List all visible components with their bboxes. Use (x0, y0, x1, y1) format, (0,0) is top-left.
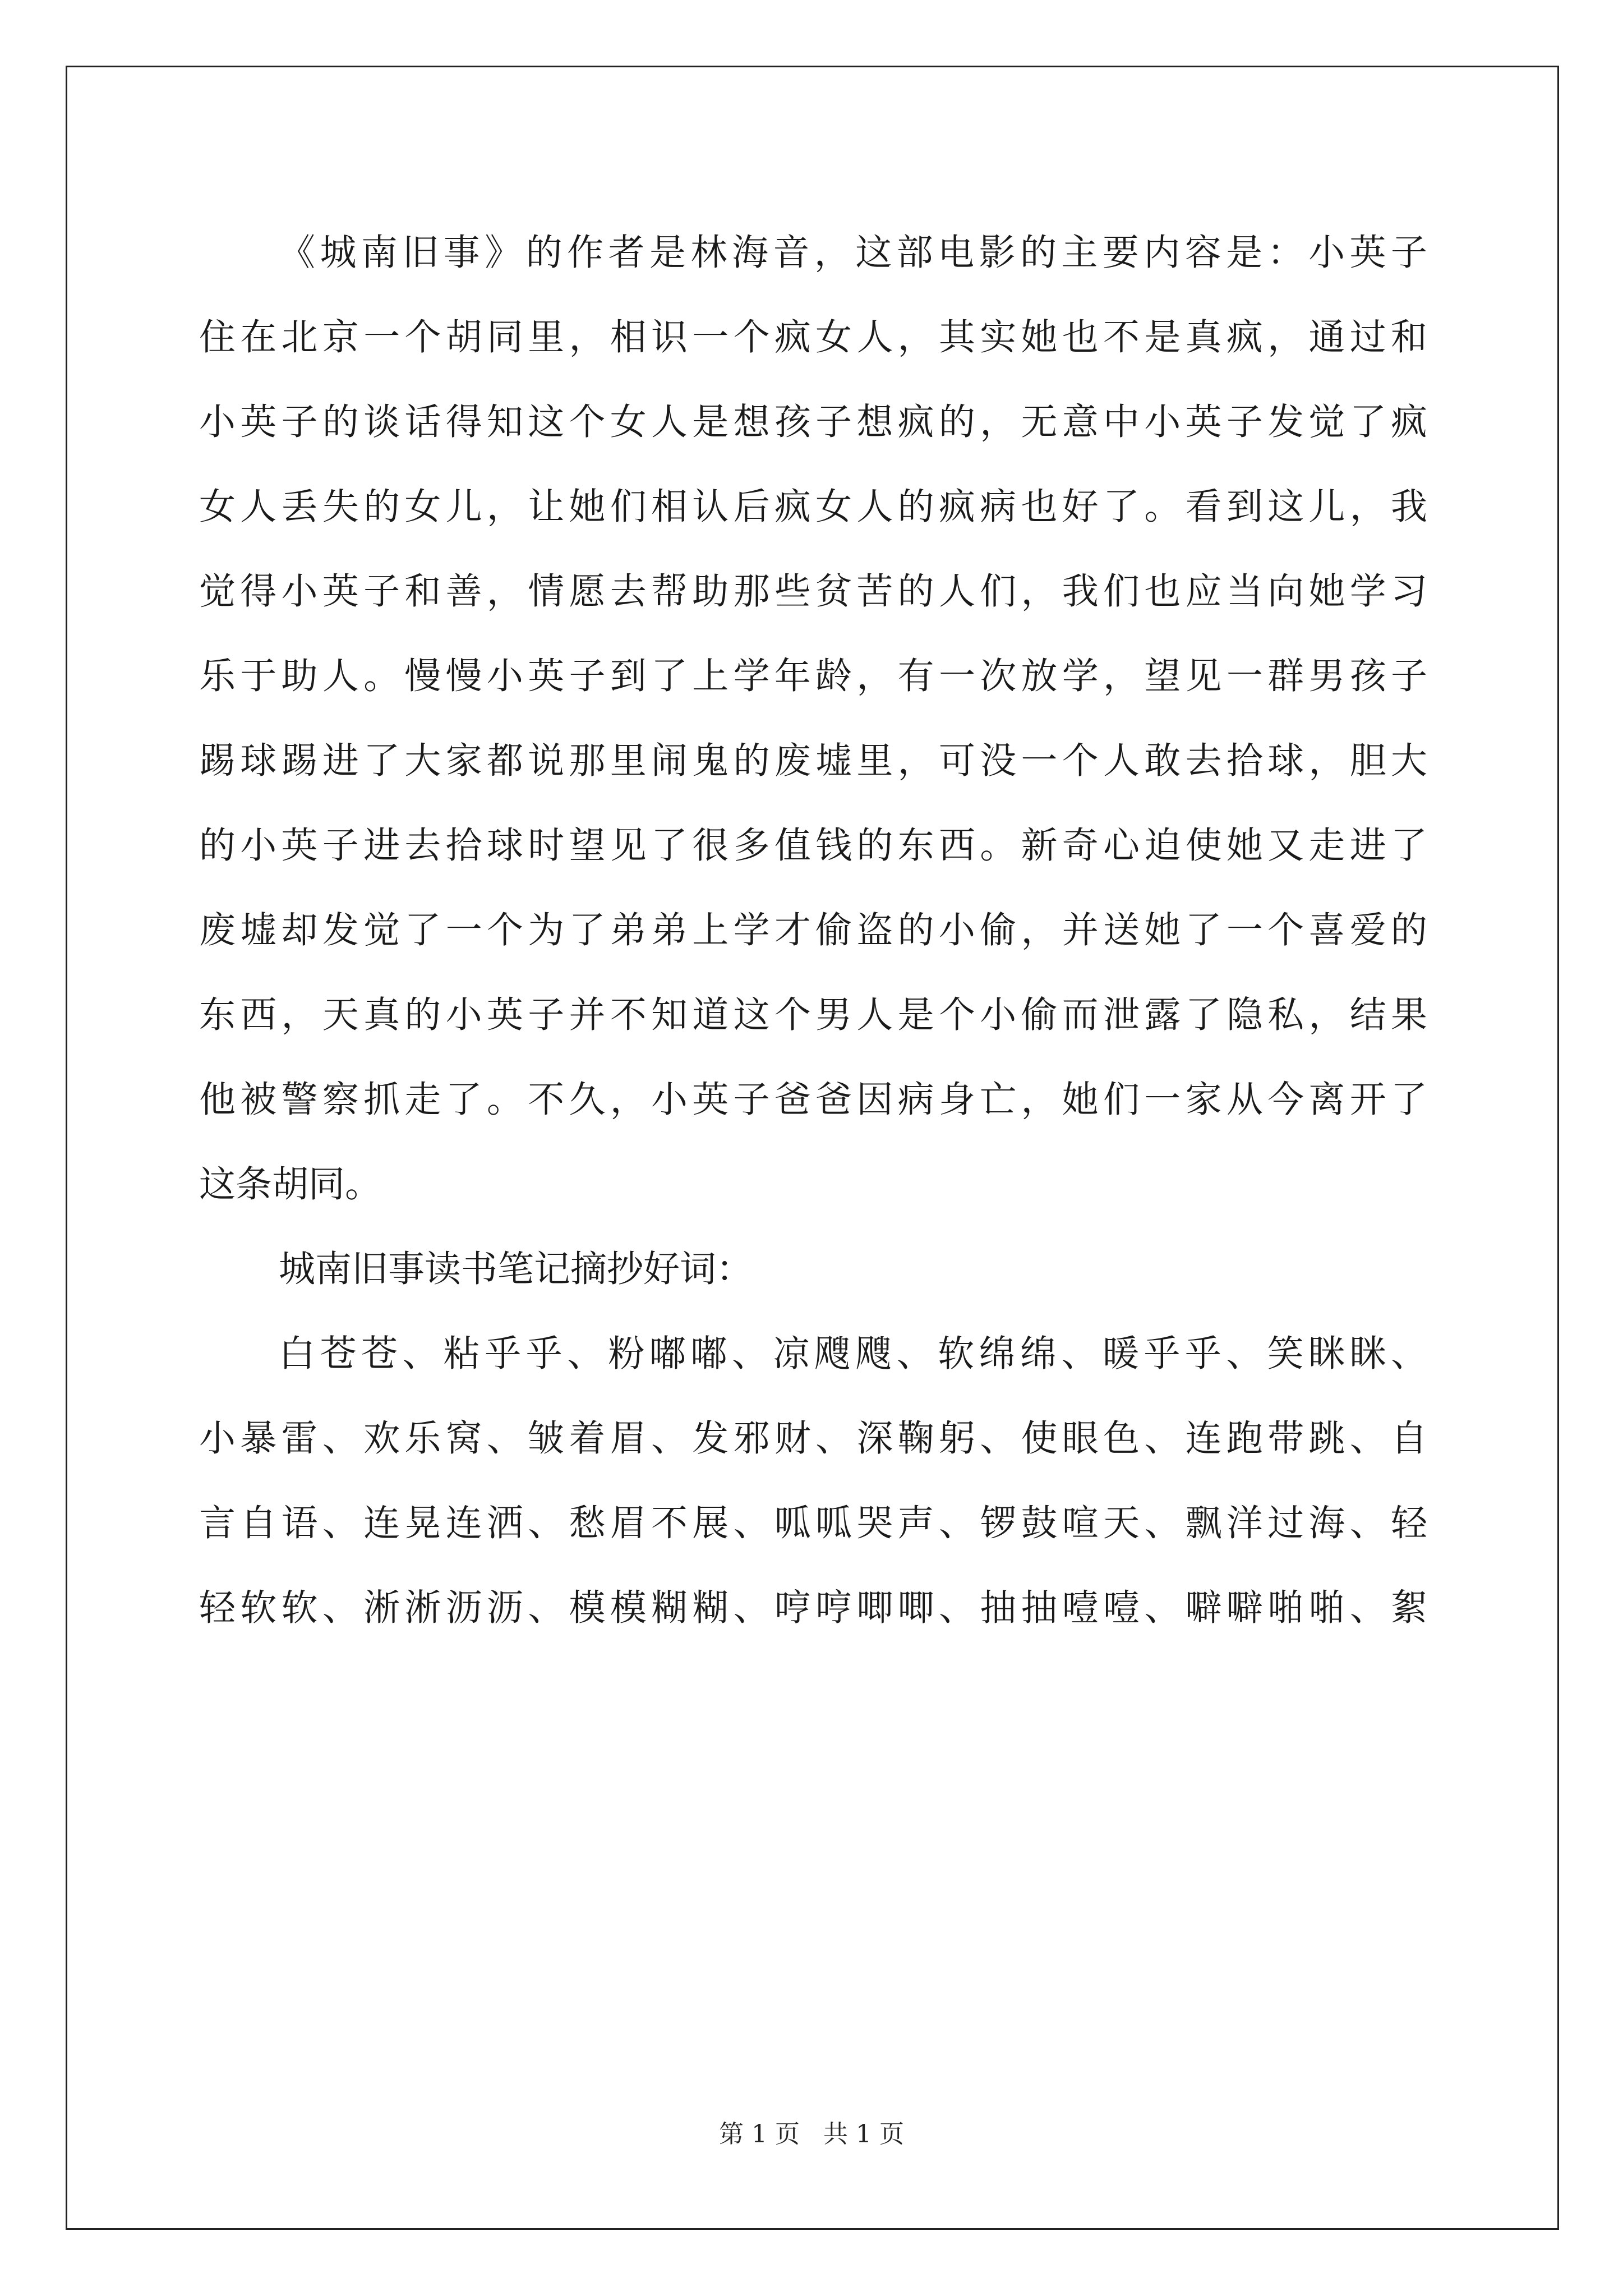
text-line: 白苍苍、粘乎乎、粉嘟嘟、凉飕飕、软绵绵、暖乎乎、笑眯眯、 (279, 1333, 1427, 1375)
page-number: 第 1 页 (719, 2120, 800, 2148)
page-total: 共 1 页 (823, 2120, 904, 2148)
paragraph (199, 1312, 1427, 1650)
text-line: 小暴雷、欢乐窝、皱着眉、发邪财、深鞠躬、使眼色、连跑带跳、自 (199, 1418, 1427, 1460)
text-line: 住在北京一个胡同里，相识一个疯女人，其实她也不是真疯，通过和 (199, 316, 1427, 358)
text-line: 废墟却发觉了一个为了弟弟上学才偷盗的小偷，并送她了一个喜爱的 (199, 909, 1427, 951)
text-line: 言自语、连晃连洒、愁眉不展、呱呱哭声、锣鼓喧天、飘洋过海、轻 (199, 1502, 1427, 1544)
text-line: 《城南旧事》的作者是林海音，这部电影的主要内容是：小英子 (279, 232, 1427, 274)
text-line: 轻软软、淅淅沥沥、模模糊糊、哼哼唧唧、抽抽噎噎、噼噼啪啪、絮 (199, 1587, 1427, 1629)
text-line: 小英子的谈话得知这个女人是想孩子想疯的，无意中小英子发觉了疯 (199, 401, 1427, 443)
text-line: 踢球踢进了大家都说那里闹鬼的废墟里，可没一个人敢去拾球，胆大 (199, 740, 1427, 782)
text-line: 城南旧事读书笔记摘抄好词： (279, 1248, 753, 1290)
paragraph (199, 210, 1427, 1227)
document-body (199, 210, 1427, 1650)
text-line: 东西，天真的小英子并不知道这个男人是个小偷而泄露了隐私，结果 (199, 994, 1427, 1036)
paragraph (199, 1227, 1427, 1312)
text-line: 乐于助人。慢慢小英子到了上学年龄，有一次放学，望见一群男孩子 (199, 655, 1427, 697)
text-line: 的小英子进去拾球时望见了很多值钱的东西。新奇心迫使她又走进了 (199, 825, 1427, 867)
text-line: 女人丢失的女儿，让她们相认后疯女人的疯病也好了。看到这儿，我 (199, 486, 1427, 528)
text-line: 他被警察抓走了。不久，小英子爸爸因病身亡，她们一家从今离开了 (199, 1079, 1427, 1121)
footer-gap (800, 2120, 823, 2148)
page-footer (0, 2118, 1623, 2151)
text-line: 觉得小英子和善，情愿去帮助那些贫苦的人们，我们也应当向她学习 (199, 570, 1427, 613)
text-line: 这条胡同。 (199, 1163, 382, 1205)
